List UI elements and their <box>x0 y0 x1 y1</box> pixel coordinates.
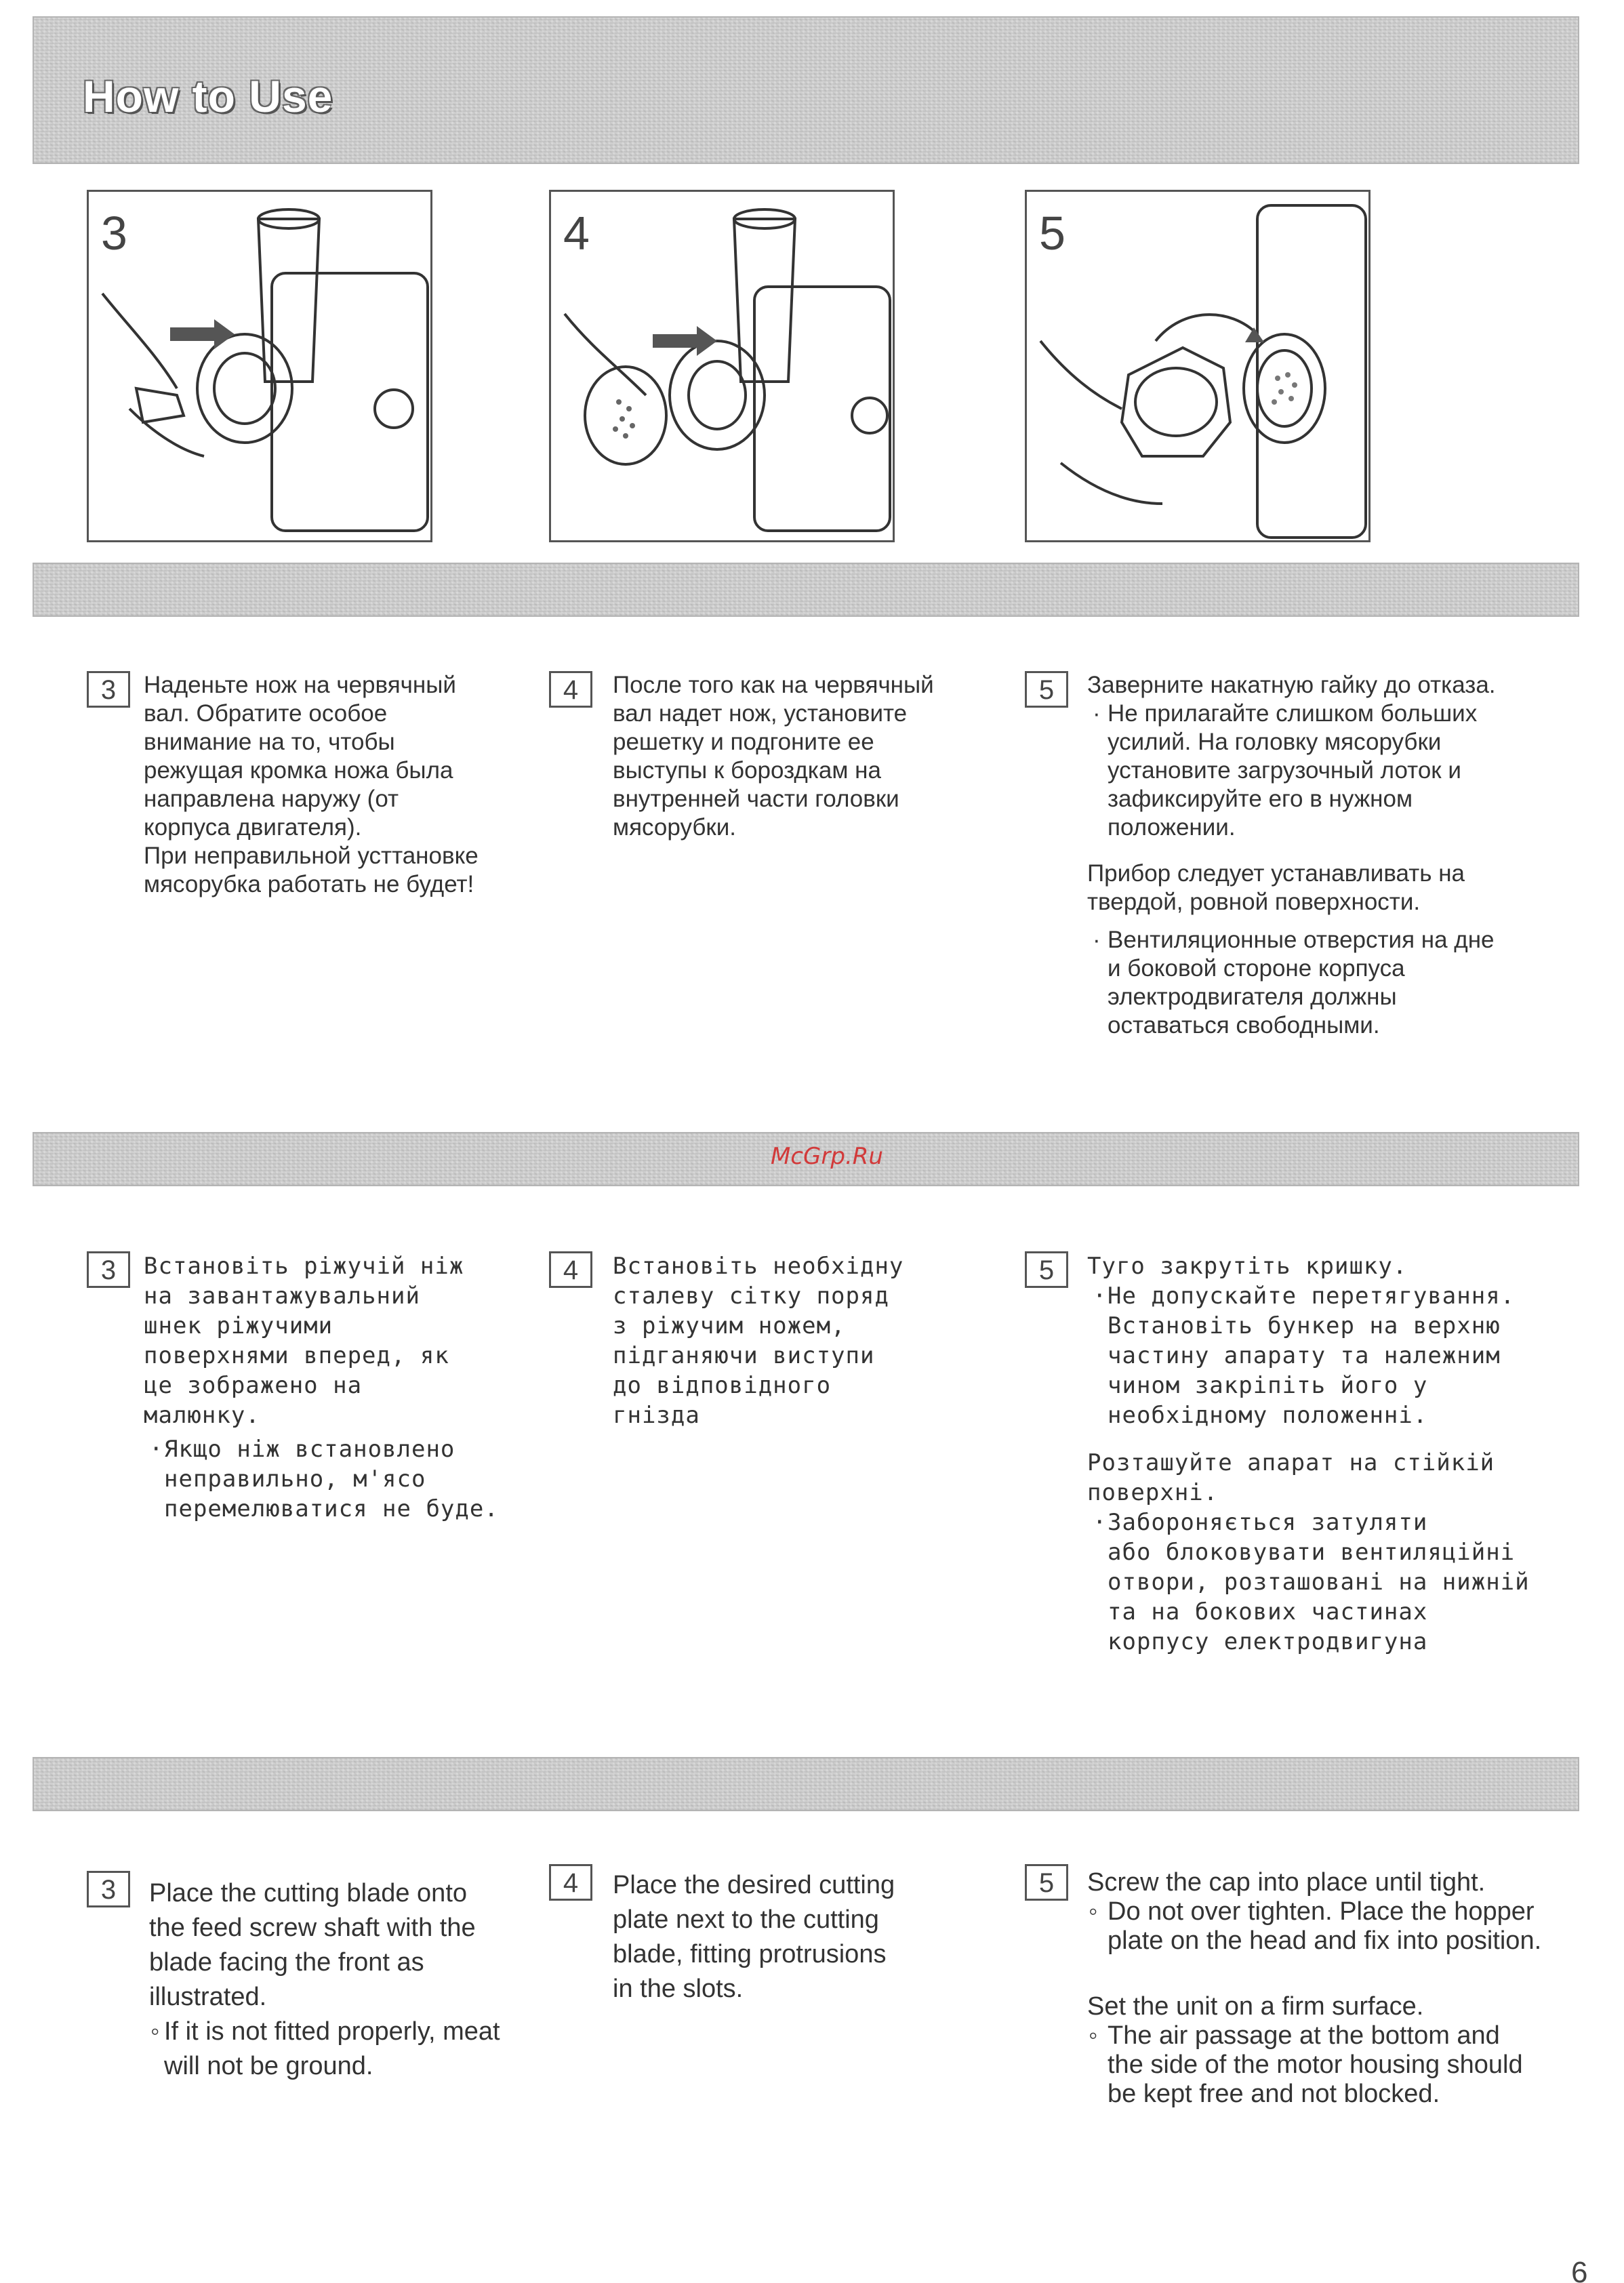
text-line: blade facing the front as <box>149 1948 424 1977</box>
text-line: · Не прилагайте слишком больших <box>1108 700 1478 727</box>
note-bullet <box>149 2015 556 2084</box>
text-line: · Не допускайте перетягування. <box>1108 1282 1516 1310</box>
text-line: Прибор следует устанавливать на <box>1087 860 1465 887</box>
text-line: твердой, ровной поверхности. <box>1087 889 1421 915</box>
text-line: вал. Обратите особое <box>144 700 388 727</box>
text-line: отвори, розташовані на нижній <box>1108 1569 1530 1596</box>
text-line: установите загрузочный лоток и <box>1108 757 1461 784</box>
text-line: усилий. На головку мясорубки <box>1108 729 1442 755</box>
text-line: will not be ground. <box>164 2052 373 2080</box>
step-number: 4 <box>549 1251 592 1288</box>
text-line: частину апарату та належним <box>1108 1342 1501 1369</box>
illustration-step-5 <box>1025 190 1371 542</box>
text-line: и боковой стороне корпуса <box>1108 955 1405 982</box>
text-line: При неправильной усттановке <box>144 843 479 869</box>
text-line: корпусу електродвигуна <box>1108 1628 1428 1655</box>
text-line: Наденьте нож на червячный <box>144 672 456 698</box>
page-number: 6 <box>1571 2256 1588 2283</box>
text-line: Заверните накатную гайку до отказа. <box>1087 672 1496 698</box>
step-number: 5 <box>1025 1251 1068 1288</box>
text-line: або блоковувати вентиляційні <box>1108 1539 1516 1566</box>
text-line: Розташуйте апарат на стійкій <box>1087 1449 1495 1476</box>
text-line: in the slots. <box>613 1975 744 2003</box>
text-line: положении. <box>1108 814 1236 841</box>
note-bullet <box>1087 700 1575 842</box>
step-number: 4 <box>549 671 592 708</box>
step-number: 5 <box>1025 1864 1068 1901</box>
text-line: необхідному положенні. <box>1108 1402 1428 1429</box>
note-bullet <box>1087 1897 1575 1956</box>
step-number: 3 <box>87 671 130 708</box>
text-line: Туго закрутіть кришку. <box>1087 1253 1408 1280</box>
meat-grinder-plate-illustration <box>551 192 897 544</box>
section-band-ru <box>33 563 1579 617</box>
illustration-step-4 <box>549 190 895 542</box>
text-line: blade, fitting protrusions <box>613 1940 887 1968</box>
note-bullet <box>1087 1508 1575 1657</box>
text-line: электродвигателя должны <box>1108 984 1397 1010</box>
text-line: выступы к бороздкам на <box>613 757 881 784</box>
page-title: How to Use <box>83 71 333 121</box>
text-line: перемелюватися не буде. <box>164 1495 499 1522</box>
text-line: ◦ If it is not fitted properly, meat <box>164 2017 500 2046</box>
text-line: сталеву сітку поряд <box>613 1282 889 1310</box>
text-line: та на бокових частинах <box>1108 1598 1428 1625</box>
text-line: · Забороняється затуляти <box>1108 1509 1428 1536</box>
text-line: После того как на червячный <box>613 672 934 698</box>
note-bullet <box>1087 2021 1575 2109</box>
text-line: the side of the motor housing should <box>1108 2050 1523 2079</box>
text-line: illustrated. <box>149 1983 267 2011</box>
text-line: · Вентиляционные отверстия на дне <box>1108 927 1495 953</box>
text-line: направлена наружу (от <box>144 786 399 812</box>
note-bullet <box>1087 926 1575 1040</box>
step-number: 5 <box>1025 671 1068 708</box>
text-line: · Якщо ніж встановлено <box>164 1436 455 1463</box>
section-band-en <box>33 1757 1579 1811</box>
text-line: Place the cutting blade onto <box>149 1879 468 1907</box>
text-line: внимание на то, чтобы <box>144 729 395 755</box>
note-bullet <box>144 1434 550 1524</box>
text-line: Встановіть необхідну <box>613 1253 904 1280</box>
text-line: вал надет нож, установите <box>613 700 908 727</box>
figure-number: 5 <box>1039 207 1065 260</box>
text-line: малюнку. <box>144 1402 260 1429</box>
figure-number: 4 <box>563 207 590 260</box>
text-line: plate next to the cutting <box>613 1905 879 1934</box>
illustration-step-3 <box>87 190 432 542</box>
text-line: Place the desired cutting <box>613 1871 895 1899</box>
text-line: Встановіть бункер на верхню <box>1108 1312 1501 1339</box>
text-line: до відповідного <box>613 1372 832 1399</box>
text-line: plate on the head and fix into position. <box>1108 1926 1542 1955</box>
note-bullet <box>1087 1281 1575 1430</box>
text-line: корпуса двигателя). <box>144 814 362 841</box>
text-line: Set the unit on a firm surface. <box>1087 1992 1424 2021</box>
text-line: чином закріпіть його у <box>1108 1372 1428 1399</box>
text-line: ◦ The air passage at the bottom and <box>1108 2021 1500 2050</box>
text-line: Screw the cap into place until tight. <box>1087 1868 1486 1897</box>
text-line: the feed screw shaft with the <box>149 1914 476 1942</box>
text-line: зафиксируйте его в нужном <box>1108 786 1413 812</box>
step-number: 4 <box>549 1864 592 1901</box>
meat-grinder-blade-illustration <box>89 192 434 544</box>
text-line: шнек ріжучими <box>144 1312 333 1339</box>
meat-grinder-cap-illustration <box>1027 192 1373 544</box>
text-line: ◦ Do not over tighten. Place the hopper <box>1108 1897 1535 1926</box>
text-line: неправильно, м'ясо <box>164 1466 426 1493</box>
text-line: be kept free and not blocked. <box>1108 2080 1440 2108</box>
step-number: 3 <box>87 1871 130 1907</box>
step-number: 3 <box>87 1251 130 1288</box>
text-line: поверхнями вперед, як <box>144 1342 449 1369</box>
watermark: McGrp.Ru <box>771 1143 883 1170</box>
figure-number: 3 <box>101 207 127 260</box>
text-line: на завантажувальний <box>144 1282 420 1310</box>
text-line: мясорубки. <box>613 814 736 841</box>
text-line: внутренней части головки <box>613 786 899 812</box>
text-line: решетку и подгоните ее <box>613 729 874 755</box>
text-line: поверхні. <box>1087 1479 1219 1506</box>
text-line: це зображено на <box>144 1372 363 1399</box>
text-line: гнізда <box>613 1402 700 1429</box>
text-line: мясорубка работать не будет! <box>144 871 474 897</box>
text-line: з ріжучим ножем, <box>613 1312 846 1339</box>
text-line: оставаться свободными. <box>1108 1012 1380 1038</box>
text-line: режущая кромка ножа была <box>144 757 453 784</box>
text-line: підганяючи виступи <box>613 1342 875 1369</box>
text-line: Встановіть ріжучій ніж <box>144 1253 464 1280</box>
